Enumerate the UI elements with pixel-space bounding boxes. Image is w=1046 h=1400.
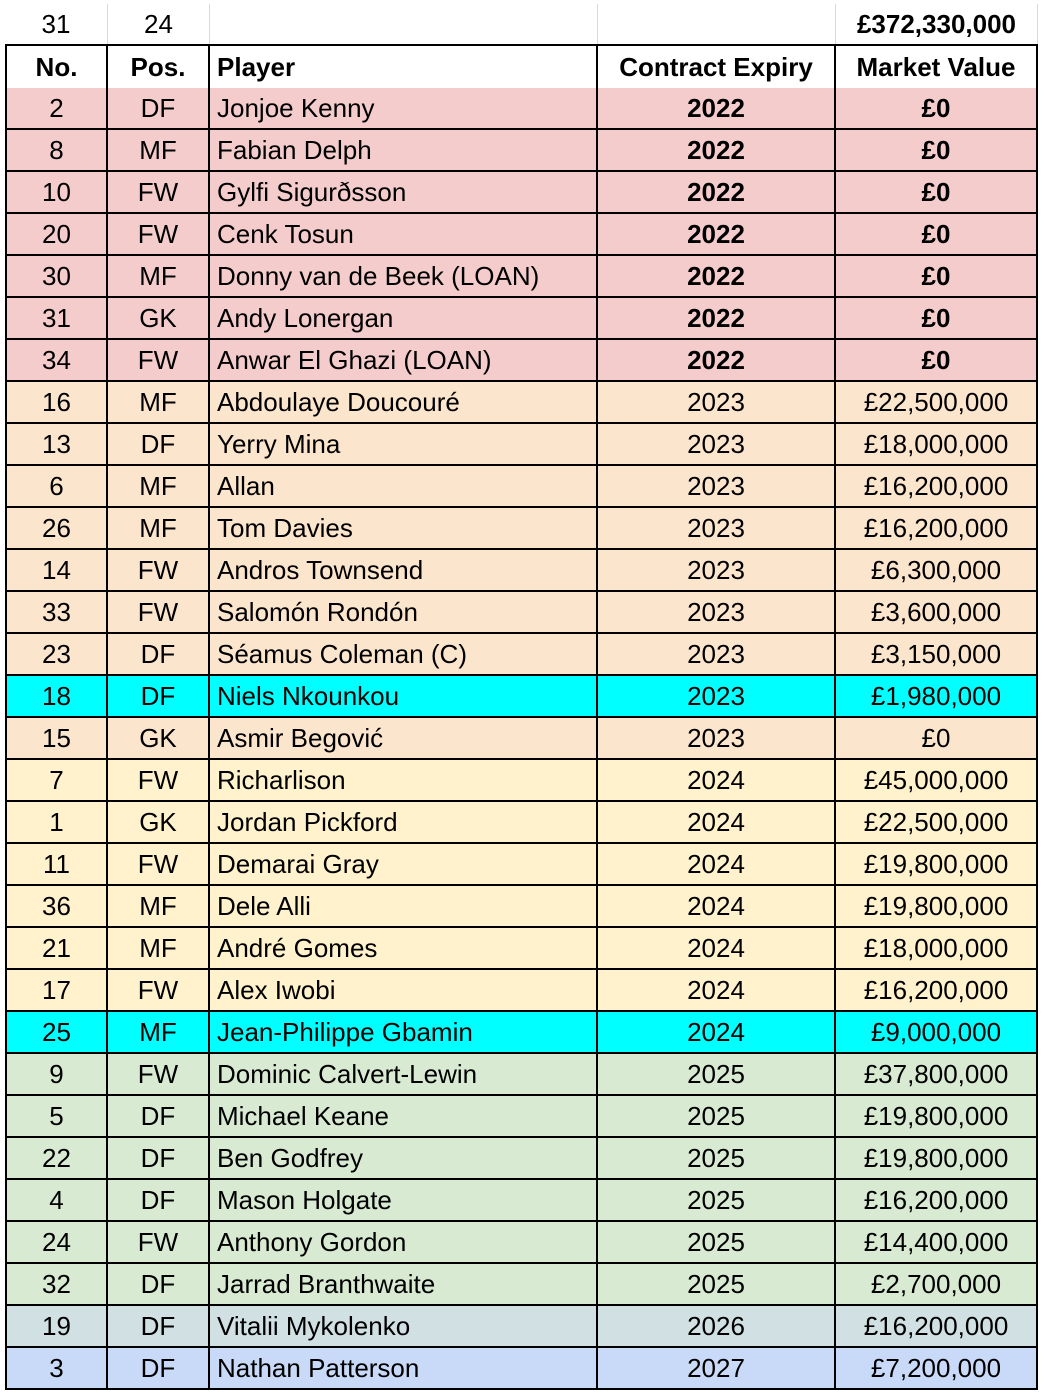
cell-market-value[interactable]: £3,600,000 — [836, 592, 1038, 634]
cell-contract-expiry[interactable]: 2025 — [598, 1180, 836, 1222]
cell-contract-expiry[interactable]: 2025 — [598, 1096, 836, 1138]
table-row — [0, 256, 1046, 298]
table-row — [0, 592, 1046, 634]
cell-market-value[interactable]: £0 — [836, 172, 1038, 214]
cell-market-value[interactable]: £2,700,000 — [836, 1264, 1038, 1306]
cell-no[interactable]: 13 — [5, 424, 108, 466]
cell-player-name[interactable]: Andy Lonergan — [210, 298, 598, 340]
cell-market-value[interactable]: £45,000,000 — [836, 760, 1038, 802]
cell-player-name[interactable]: Mason Holgate — [210, 1180, 598, 1222]
cell-position[interactable]: MF — [108, 928, 210, 970]
cell-position[interactable]: MF — [108, 130, 210, 172]
cell-position[interactable]: FW — [108, 1054, 210, 1096]
cell-position[interactable]: MF — [108, 382, 210, 424]
cell-no[interactable]: 16 — [5, 382, 108, 424]
cell-no[interactable]: 5 — [5, 1096, 108, 1138]
cell-contract-expiry[interactable]: 2023 — [598, 592, 836, 634]
cell-no[interactable]: 31 — [5, 298, 108, 340]
table-row — [0, 634, 1046, 676]
header-market-value[interactable]: Market Value — [836, 44, 1038, 90]
cell-no[interactable]: 2 — [5, 88, 108, 130]
cell-market-value[interactable]: £37,800,000 — [836, 1054, 1038, 1096]
cell-position[interactable]: DF — [108, 676, 210, 718]
cell-player-name[interactable]: Yerry Mina — [210, 424, 598, 466]
cell-position[interactable]: FW — [108, 550, 210, 592]
cell-contract-expiry[interactable]: 2025 — [598, 1222, 836, 1264]
header-pos[interactable]: Pos. — [108, 44, 210, 90]
cell-player-name[interactable]: Cenk Tosun — [210, 214, 598, 256]
table-row — [0, 88, 1046, 130]
cell-player-name[interactable]: Niels Nkounkou — [210, 676, 598, 718]
cell-contract-expiry[interactable]: 2022 — [598, 172, 836, 214]
cell-position[interactable]: FW — [108, 592, 210, 634]
cell-no[interactable]: 24 — [5, 1222, 108, 1264]
table-row — [0, 172, 1046, 214]
table-row — [0, 970, 1046, 1012]
cell-no[interactable]: 15 — [5, 718, 108, 760]
cell-position[interactable]: MF — [108, 466, 210, 508]
cell-contract-expiry[interactable]: 2024 — [598, 844, 836, 886]
summary-count-no[interactable]: 31 — [5, 4, 108, 46]
cell-contract-expiry[interactable]: 2025 — [598, 1054, 836, 1096]
cell-no[interactable]: 17 — [5, 970, 108, 1012]
cell-market-value[interactable]: £0 — [836, 88, 1038, 130]
cell-position[interactable]: GK — [108, 802, 210, 844]
table-row — [0, 424, 1046, 466]
table-row — [0, 760, 1046, 802]
cell-contract-expiry[interactable]: 2022 — [598, 256, 836, 298]
table-row — [0, 508, 1046, 550]
cell-no[interactable]: 23 — [5, 634, 108, 676]
summary-count-pos[interactable]: 24 — [108, 4, 210, 46]
cell-contract-expiry[interactable]: 2024 — [598, 970, 836, 1012]
cell-market-value[interactable]: £0 — [836, 718, 1038, 760]
cell-position[interactable]: FW — [108, 340, 210, 382]
cell-player-name[interactable]: André Gomes — [210, 928, 598, 970]
cell-player-name[interactable]: Ben Godfrey — [210, 1138, 598, 1180]
cell-market-value[interactable]: £0 — [836, 298, 1038, 340]
cell-player-name[interactable]: Jarrad Branthwaite — [210, 1264, 598, 1306]
cell-no[interactable]: 30 — [5, 256, 108, 298]
table-row — [0, 466, 1046, 508]
cell-contract-expiry[interactable]: 2024 — [598, 886, 836, 928]
cell-player-name[interactable]: Anthony Gordon — [210, 1222, 598, 1264]
table-row — [0, 1138, 1046, 1180]
table-row — [0, 130, 1046, 172]
cell-position[interactable]: DF — [108, 634, 210, 676]
cell-player-name[interactable]: Vitalii Mykolenko — [210, 1306, 598, 1348]
table-row — [0, 298, 1046, 340]
cell-contract-expiry[interactable]: 2023 — [598, 382, 836, 424]
cell-market-value[interactable]: £16,200,000 — [836, 508, 1038, 550]
cell-position[interactable]: DF — [108, 88, 210, 130]
cell-market-value[interactable]: £3,150,000 — [836, 634, 1038, 676]
cell-player-name[interactable]: Dominic Calvert-Lewin — [210, 1054, 598, 1096]
cell-contract-expiry[interactable]: 2022 — [598, 130, 836, 172]
cell-market-value[interactable]: £18,000,000 — [836, 424, 1038, 466]
table-row — [0, 1054, 1046, 1096]
cell-contract-expiry[interactable]: 2024 — [598, 802, 836, 844]
cell-contract-expiry[interactable]: 2023 — [598, 466, 836, 508]
cell-position[interactable]: FW — [108, 970, 210, 1012]
header-no[interactable]: No. — [5, 44, 108, 90]
cell-no[interactable]: 10 — [5, 172, 108, 214]
cell-no[interactable]: 33 — [5, 592, 108, 634]
cell-player-name[interactable]: Salomón Rondón — [210, 592, 598, 634]
table-row — [0, 928, 1046, 970]
cell-market-value[interactable]: £0 — [836, 130, 1038, 172]
cell-no[interactable]: 8 — [5, 130, 108, 172]
cell-position[interactable]: DF — [108, 1096, 210, 1138]
cell-position[interactable]: DF — [108, 424, 210, 466]
cell-position[interactable]: FW — [108, 760, 210, 802]
cell-position[interactable]: FW — [108, 214, 210, 256]
cell-player-name[interactable]: Jean-Philippe Gbamin — [210, 1012, 598, 1054]
cell-contract-expiry[interactable]: 2026 — [598, 1306, 836, 1348]
cell-player-name[interactable]: Dele Alli — [210, 886, 598, 928]
table-row — [0, 340, 1046, 382]
table-row — [0, 214, 1046, 256]
table-row — [0, 844, 1046, 886]
cell-contract-expiry[interactable]: 2022 — [598, 214, 836, 256]
cell-no[interactable]: 20 — [5, 214, 108, 256]
table-row — [0, 1348, 1046, 1390]
cell-no[interactable]: 36 — [5, 886, 108, 928]
cell-market-value[interactable]: £14,400,000 — [836, 1222, 1038, 1264]
cell-player-name[interactable]: Tom Davies — [210, 508, 598, 550]
cell-contract-expiry[interactable]: 2024 — [598, 928, 836, 970]
cell-player-name[interactable]: Michael Keane — [210, 1096, 598, 1138]
cell-market-value[interactable]: £1,980,000 — [836, 676, 1038, 718]
cell-position[interactable]: MF — [108, 886, 210, 928]
cell-contract-expiry[interactable]: 2025 — [598, 1138, 836, 1180]
cell-position[interactable]: DF — [108, 1348, 210, 1390]
table-row — [0, 1306, 1046, 1348]
cell-market-value[interactable]: £19,800,000 — [836, 844, 1038, 886]
cell-no[interactable]: 32 — [5, 1264, 108, 1306]
cell-market-value[interactable]: £9,000,000 — [836, 1012, 1038, 1054]
cell-no[interactable]: 22 — [5, 1138, 108, 1180]
cell-market-value[interactable]: £19,800,000 — [836, 1096, 1038, 1138]
table-row — [0, 802, 1046, 844]
cell-position[interactable]: DF — [108, 1264, 210, 1306]
header-row — [0, 44, 1046, 88]
cell-player-name[interactable]: Allan — [210, 466, 598, 508]
cell-market-value[interactable]: £7,200,000 — [836, 1348, 1038, 1390]
cell-no[interactable]: 11 — [5, 844, 108, 886]
cell-no[interactable]: 26 — [5, 508, 108, 550]
cell-no[interactable]: 25 — [5, 1012, 108, 1054]
cell-position[interactable]: FW — [108, 1222, 210, 1264]
cell-player-name[interactable]: Alex Iwobi — [210, 970, 598, 1012]
cell-position[interactable]: GK — [108, 718, 210, 760]
table-row — [0, 1012, 1046, 1054]
summary-row — [0, 4, 1046, 46]
summary-blank-expiry[interactable] — [598, 4, 836, 46]
cell-position[interactable]: FW — [108, 172, 210, 214]
cell-contract-expiry[interactable]: 2023 — [598, 424, 836, 466]
cell-market-value[interactable]: £18,000,000 — [836, 928, 1038, 970]
cell-position[interactable]: DF — [108, 1138, 210, 1180]
cell-player-name[interactable]: Jordan Pickford — [210, 802, 598, 844]
table-row — [0, 676, 1046, 718]
cell-position[interactable]: MF — [108, 1012, 210, 1054]
cell-no[interactable]: 9 — [5, 1054, 108, 1096]
cell-market-value[interactable]: £22,500,000 — [836, 802, 1038, 844]
cell-player-name[interactable]: Andros Townsend — [210, 550, 598, 592]
cell-market-value[interactable]: £0 — [836, 340, 1038, 382]
cell-contract-expiry[interactable]: 2022 — [598, 340, 836, 382]
cell-player-name[interactable]: Anwar El Ghazi (LOAN) — [210, 340, 598, 382]
header-player[interactable]: Player — [210, 44, 598, 90]
cell-market-value[interactable]: £22,500,000 — [836, 382, 1038, 424]
table-row — [0, 1222, 1046, 1264]
cell-contract-expiry[interactable]: 2025 — [598, 1264, 836, 1306]
cell-contract-expiry[interactable]: 2024 — [598, 760, 836, 802]
cell-contract-expiry[interactable]: 2022 — [598, 298, 836, 340]
cell-contract-expiry[interactable]: 2023 — [598, 718, 836, 760]
cell-contract-expiry[interactable]: 2023 — [598, 634, 836, 676]
cell-no[interactable]: 4 — [5, 1180, 108, 1222]
cell-no[interactable]: 34 — [5, 340, 108, 382]
cell-position[interactable]: FW — [108, 844, 210, 886]
cell-market-value[interactable]: £19,800,000 — [836, 886, 1038, 928]
cell-position[interactable]: DF — [108, 1306, 210, 1348]
cell-player-name[interactable]: Richarlison — [210, 760, 598, 802]
cell-contract-expiry[interactable]: 2023 — [598, 508, 836, 550]
cell-no[interactable]: 7 — [5, 760, 108, 802]
cell-player-name[interactable]: Asmir Begović — [210, 718, 598, 760]
cell-position[interactable]: DF — [108, 1180, 210, 1222]
summary-blank-player[interactable] — [210, 4, 598, 46]
table-row — [0, 718, 1046, 760]
cell-contract-expiry[interactable]: 2023 — [598, 676, 836, 718]
cell-position[interactable]: MF — [108, 508, 210, 550]
cell-no[interactable]: 14 — [5, 550, 108, 592]
cell-contract-expiry[interactable]: 2027 — [598, 1348, 836, 1390]
cell-player-name[interactable]: Nathan Patterson — [210, 1348, 598, 1390]
cell-no[interactable]: 3 — [5, 1348, 108, 1390]
cell-player-name[interactable]: Séamus Coleman (C) — [210, 634, 598, 676]
table-row — [0, 1264, 1046, 1306]
cell-no[interactable]: 1 — [5, 802, 108, 844]
cell-contract-expiry[interactable]: 2023 — [598, 550, 836, 592]
cell-player-name[interactable]: Abdoulaye Doucouré — [210, 382, 598, 424]
cell-no[interactable]: 21 — [5, 928, 108, 970]
cell-market-value[interactable]: £19,800,000 — [836, 1138, 1038, 1180]
cell-no[interactable]: 18 — [5, 676, 108, 718]
cell-position[interactable]: MF — [108, 256, 210, 298]
cell-market-value[interactable]: £16,200,000 — [836, 1180, 1038, 1222]
table-row — [0, 1180, 1046, 1222]
cell-no[interactable]: 19 — [5, 1306, 108, 1348]
cell-market-value[interactable]: £0 — [836, 214, 1038, 256]
cell-market-value[interactable]: £16,200,000 — [836, 1306, 1038, 1348]
table-row — [0, 1096, 1046, 1138]
table-row — [0, 550, 1046, 592]
table-row — [0, 886, 1046, 928]
header-contract-expiry[interactable]: Contract Expiry — [598, 44, 836, 90]
cell-position[interactable]: GK — [108, 298, 210, 340]
cell-player-name[interactable]: Gylfi Sigurðsson — [210, 172, 598, 214]
cell-player-name[interactable]: Fabian Delph — [210, 130, 598, 172]
table-row — [0, 382, 1046, 424]
cell-contract-expiry[interactable]: 2024 — [598, 1012, 836, 1054]
cell-no[interactable]: 6 — [5, 466, 108, 508]
cell-market-value[interactable]: £6,300,000 — [836, 550, 1038, 592]
cell-market-value[interactable]: £16,200,000 — [836, 970, 1038, 1012]
cell-player-name[interactable]: Demarai Gray — [210, 844, 598, 886]
cell-player-name[interactable]: Jonjoe Kenny — [210, 88, 598, 130]
cell-contract-expiry[interactable]: 2022 — [598, 88, 836, 130]
cell-market-value[interactable]: £0 — [836, 256, 1038, 298]
summary-total-value[interactable]: £372,330,000 — [836, 4, 1038, 46]
cell-player-name[interactable]: Donny van de Beek (LOAN) — [210, 256, 598, 298]
cell-market-value[interactable]: £16,200,000 — [836, 466, 1038, 508]
